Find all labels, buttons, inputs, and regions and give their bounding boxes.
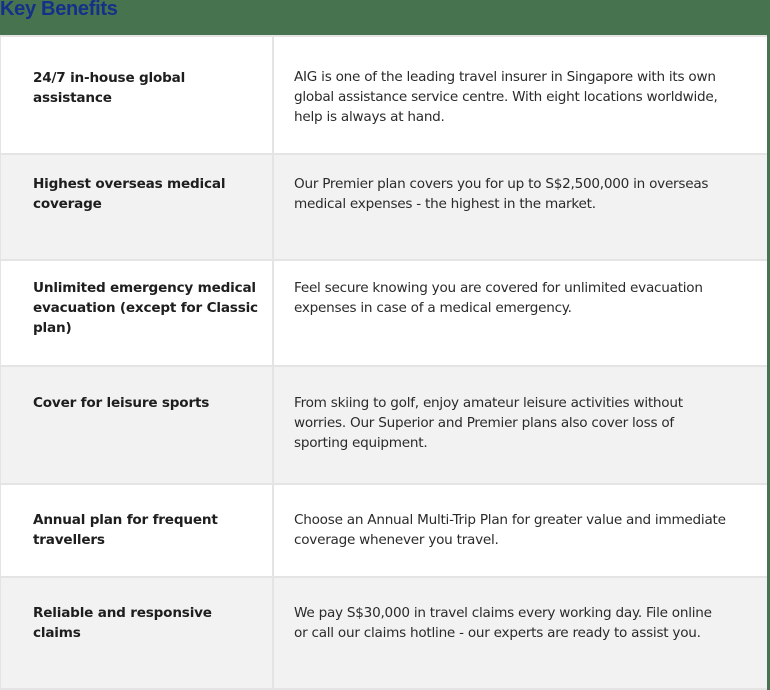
benefit-row bbox=[0, 153, 767, 259]
benefit-description: From skiing to golf, enjoy amateur leisure activities without worries. Our Superior and Premier plans also cover loss of sporting equipment. bbox=[294, 395, 683, 451]
benefit-description: Choose an Annual Multi-Trip Plan for greater value and immediate coverage whenever you travel. bbox=[294, 512, 726, 548]
benefit-label: 24/7 in-house global assistance bbox=[0, 37, 274, 153]
benefit-description: AIG is one of the leading travel insurer in Singapore with its own global assistance service centre. With eight locations worldwide, help is always at hand. bbox=[294, 69, 718, 125]
benefit-label: Cover for leisure sports bbox=[0, 367, 274, 483]
benefit-row bbox=[0, 35, 767, 153]
benefit-label: Unlimited emergency medical evacuation (except for Classic plan) bbox=[0, 261, 274, 365]
benefit-label: Reliable and responsive claims bbox=[0, 578, 274, 688]
benefit-row bbox=[0, 259, 767, 365]
benefit-row bbox=[0, 576, 767, 690]
benefit-row bbox=[0, 483, 767, 576]
benefit-row bbox=[0, 365, 767, 483]
benefit-description: Feel secure knowing you are covered for unlimited evacuation expenses in case of a medical emergency. bbox=[294, 280, 703, 316]
benefit-description: Our Premier plan covers you for up to S$2,500,000 in overseas medical expenses - the highest in the market. bbox=[294, 176, 709, 212]
page-title: Key Benefits bbox=[0, 0, 118, 20]
benefits-table bbox=[0, 35, 767, 690]
benefit-label: Highest overseas medical coverage bbox=[0, 155, 274, 259]
benefit-description: We pay S$30,000 in travel claims every working day. File online or call our claims hotline - our experts are ready to assist you. bbox=[294, 605, 712, 641]
benefit-label: Annual plan for frequent travellers bbox=[0, 485, 274, 576]
